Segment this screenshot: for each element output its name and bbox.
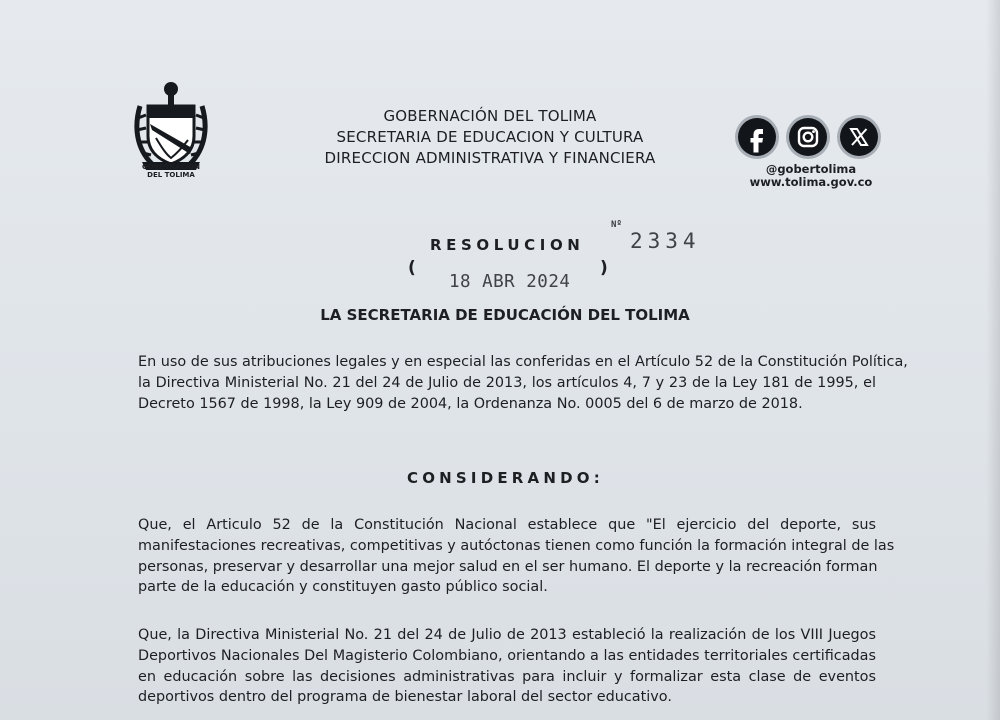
paragraph-line: Que, la Directiva Ministerial No. 21 del 24 de Julio de 2013 estableció la realización de los VIII Juegos bbox=[138, 627, 876, 643]
paragraph-line: deportivos dentro del programa de bienestar laboral del sector educativo. bbox=[138, 689, 672, 706]
website-link: www.tolima.gov.co bbox=[749, 175, 873, 189]
intro-line: En uso de sus atribuciones legales y en especial las conferidas en el Artículo 52 de la Constitución Política, bbox=[138, 354, 908, 370]
paragraph-line: manifestaciones recreativas, competitivas y autóctonas tienen como función la formación integral de las bbox=[138, 537, 895, 554]
resolution-number: 2334 bbox=[630, 229, 701, 253]
paragraph-line: personas, preservar y desarrollar una mejor salud en el ser humano. El deporte y la recreación forman bbox=[138, 558, 878, 575]
paragraph-line: Que, el Articulo 52 de la Constitución Nacional establece que "El ejercicio del deporte, sus bbox=[138, 517, 876, 533]
considerando-heading: CONSIDERANDO: bbox=[407, 469, 604, 487]
instagram-icon bbox=[789, 118, 827, 156]
paragraph-line: Deportivos Nacionales Del Magisterio Colombiano, orientando a las entidades territoriales certificadas bbox=[138, 647, 876, 664]
social-icons bbox=[736, 118, 886, 158]
letterhead-line-1: GOBERNACIÓN DEL TOLIMA bbox=[383, 107, 597, 125]
paragraph-line: en educación sobre las decisiones administrativas para incluir y formalizar esta clase de eventos bbox=[138, 668, 876, 685]
facebook-icon bbox=[738, 118, 776, 156]
social-contact bbox=[736, 163, 886, 189]
paragraph-line: parte de la educación y constituyen gasto público social. bbox=[138, 579, 548, 596]
resolution-number-prefix: Nº bbox=[611, 220, 622, 230]
coat-caption-line-2: DEL TOLIMA bbox=[147, 171, 195, 179]
considerando-paragraph-2 bbox=[138, 625, 876, 708]
intro-paragraph bbox=[138, 352, 908, 414]
close-paren: ) bbox=[600, 258, 608, 278]
issuing-authority: LA SECRETARIA DE EDUCACIÓN DEL TOLIMA bbox=[320, 306, 690, 324]
social-handle: @gobertolima bbox=[765, 162, 857, 176]
x-icon bbox=[840, 118, 878, 156]
intro-line: Decreto 1567 de 1998, la Ley 909 de 2004, la Ordenanza No. 0005 del 6 de marzo de 2018. bbox=[138, 395, 803, 412]
letterhead bbox=[300, 106, 680, 169]
considerando-paragraph-1 bbox=[138, 515, 895, 598]
resolution-date: 18 ABR 2024 bbox=[449, 272, 571, 292]
letterhead-line-2: SECRETARIA DE EDUCACION Y CULTURA bbox=[336, 128, 644, 146]
intro-line: la Directiva Ministerial No. 21 del 24 de Julio de 2013, los artículos 4, 7 y 23 de la Ley 181 de 1995, el bbox=[138, 374, 876, 391]
open-paren: ( bbox=[408, 258, 416, 278]
letterhead-line-3: DIRECCION ADMINISTRATIVA Y FINANCIERA bbox=[324, 149, 656, 167]
coat-caption-line-1: GOBERNACIÓN bbox=[141, 163, 201, 171]
coat-caption bbox=[124, 163, 218, 179]
resolution-title: RESOLUCION bbox=[430, 236, 585, 254]
